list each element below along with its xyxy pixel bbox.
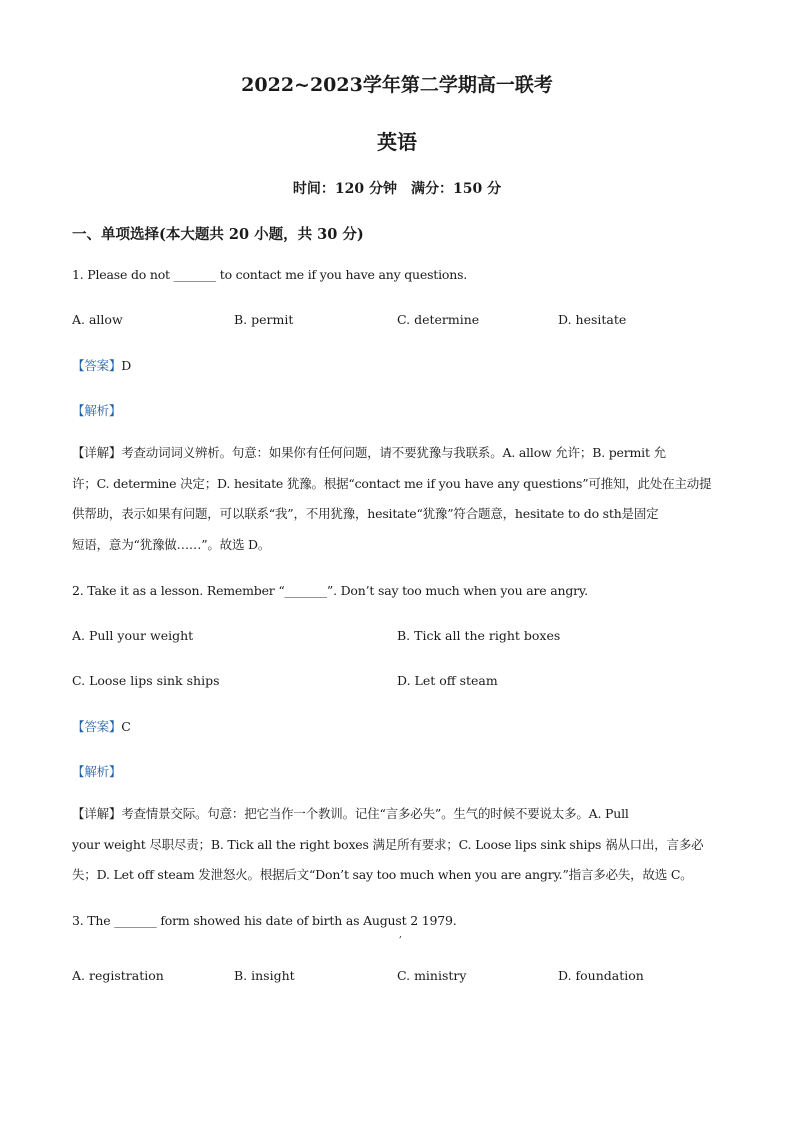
q1-detail bbox=[72, 438, 722, 560]
q2-detail-line-1: 【详解】考查情景交际。句意：把它当作一个教训。记住“言多必失”。生气的时候不要说太多。A. Pull bbox=[72, 806, 629, 821]
detail-tag: 【详解】 bbox=[72, 445, 122, 460]
q2-detail bbox=[72, 799, 722, 891]
analysis-tag: 解析 bbox=[84, 764, 109, 779]
q2-detail-line-2: your weight 尽职尽责；B. Tick all the right boxes 满足所有要求；C. Loose lips sink ships 祸从口出，言多必 bbox=[72, 836, 704, 852]
q2-analysis-label bbox=[72, 762, 121, 780]
q2-option-c: C. Loose lips sink ships bbox=[72, 673, 220, 688]
exam-meta: 时间：120 分钟 满分：150 分 bbox=[292, 181, 502, 197]
q2-option-b: B. Tick all the right boxes bbox=[397, 628, 561, 643]
q1-analysis-label bbox=[72, 401, 121, 419]
q1-detail-line-2: 许；C. determine 决定；D. hesitate 犹豫。根据“contact me if you have any questions”可推知，此处在主动提 bbox=[72, 475, 712, 491]
q3-stem-mark: , bbox=[399, 930, 402, 940]
detail-tag: 【详解】 bbox=[72, 806, 122, 821]
q1-option-c: C. determine bbox=[397, 312, 480, 327]
answer-tag-close: 】 bbox=[108, 719, 122, 734]
answer-tag: 答案 bbox=[84, 358, 109, 373]
section-title: 一、单项选择(本大题共 20 小题，共 30 分) bbox=[72, 226, 364, 243]
q2-option-d: D. Let off steam bbox=[397, 673, 498, 688]
analysis-tag-open: 【 bbox=[72, 764, 85, 779]
answer-tag-close: 】 bbox=[108, 358, 122, 373]
q1-option-b: B. permit bbox=[234, 312, 294, 327]
q2-detail-line-3: 失；D. Let off steam 发泄怒火。根据后文“Don’t say too much when you are angry.”指言多必失，故选 C。 bbox=[72, 867, 693, 882]
question-1-stem: 1. Please do not _______ to contact me if you have any questions. bbox=[72, 267, 468, 282]
q3-option-c: C. ministry bbox=[397, 968, 467, 983]
q3-option-a: A. registration bbox=[72, 968, 164, 983]
q2-answer bbox=[72, 717, 131, 735]
subject-title: 英语 bbox=[377, 130, 417, 154]
q2-option-a: A. Pull your weight bbox=[72, 628, 194, 643]
analysis-tag-close: 】 bbox=[108, 403, 122, 418]
q1-detail-line-4: 短语，意为“犹豫做……”。故选 D。 bbox=[72, 536, 271, 552]
analysis-tag-open: 【 bbox=[72, 403, 85, 418]
q1-option-a: A. allow bbox=[72, 312, 123, 327]
question-3-stem: 3. The _______ form showed his date of birth as August 2 1979. bbox=[72, 913, 457, 928]
q1-answer-value: D bbox=[121, 358, 132, 373]
q2-answer-value: C bbox=[121, 719, 131, 734]
q3-option-d: D. foundation bbox=[558, 968, 644, 983]
answer-tag: 答案 bbox=[84, 719, 109, 734]
q1-answer bbox=[72, 356, 131, 374]
answer-tag-open: 【 bbox=[72, 719, 85, 734]
analysis-tag-close: 】 bbox=[108, 764, 122, 779]
answer-tag-open: 【 bbox=[72, 358, 85, 373]
q1-option-d: D. hesitate bbox=[558, 312, 627, 327]
question-2-stem: 2. Take it as a lesson. Remember “_______”. Don’t say too much when you are angry. bbox=[72, 583, 588, 598]
q1-detail-line-3: 供帮助，表示如果有问题，可以联系“我”，不用犹豫，hesitate“犹豫”符合题意，hesitate to do sth是固定 bbox=[72, 506, 659, 521]
q1-detail-line-1: 【详解】考查动词词义辨析。句意：如果你有任何问题，请不要犹豫与我联系。A. allow 允许；B. permit 允 bbox=[72, 445, 666, 460]
analysis-tag: 解析 bbox=[84, 403, 109, 418]
q3-option-b: B. insight bbox=[234, 968, 295, 983]
page-title: 2022~2023学年第二学期高一联考 bbox=[241, 74, 553, 96]
